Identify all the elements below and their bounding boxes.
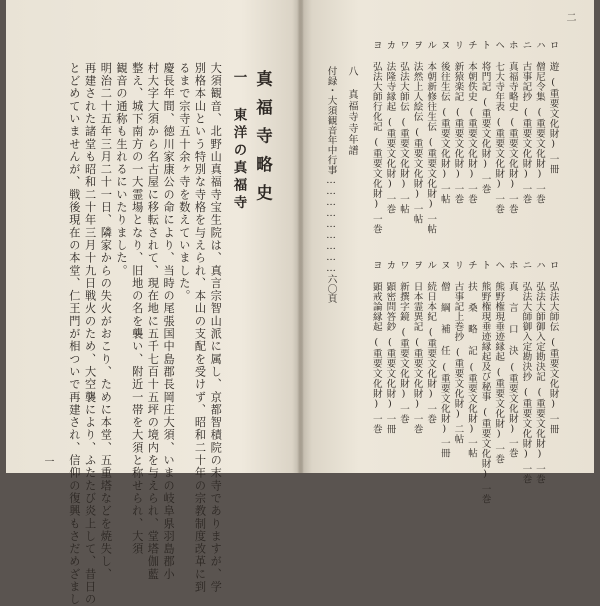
catalogue-entry bbox=[398, 40, 408, 214]
entry-title: ト 将門記 bbox=[479, 40, 491, 92]
catalogue-entry bbox=[534, 260, 544, 484]
entry-count: 一巻 bbox=[479, 174, 491, 195]
right-page bbox=[302, 0, 594, 505]
catalogue-entry bbox=[521, 260, 531, 484]
catalogue-entry bbox=[439, 40, 449, 204]
entry-title: ハ 弘法大師御入定勘決記 bbox=[533, 260, 545, 382]
body-line: 別格本山という特別な寺格を与えられ、本山の支配を受けず、昭和二十年の宗教制度改革に到 bbox=[193, 62, 207, 594]
entry-designation: (重要文化財) bbox=[411, 337, 423, 411]
entry-title: カ 法隆寺縁起 bbox=[384, 40, 396, 112]
entry-count: 一巻 bbox=[465, 184, 477, 205]
entry-designation: (重要文化財) bbox=[533, 387, 545, 461]
catalogue-entry bbox=[371, 260, 381, 434]
entry-designation: (重要文化財) bbox=[520, 387, 532, 461]
entry-designation: (重要文化財) bbox=[370, 137, 382, 211]
entry-count: 一巻 bbox=[397, 404, 409, 425]
catalogue-entry bbox=[480, 40, 490, 194]
entry-count: 一巻 bbox=[479, 484, 491, 505]
entry-title: ル 本朝新修往生伝 bbox=[425, 40, 437, 132]
entry-designation: (重要文化財) bbox=[547, 337, 559, 411]
entry-title: ヨ 顕戒論縁起 bbox=[370, 260, 382, 332]
entry-title: チ 扶 桑 略 記 bbox=[465, 260, 477, 356]
entry-title: リ 古事記上巻抄 bbox=[452, 260, 464, 342]
entry-count: 一冊 bbox=[438, 438, 450, 459]
entry-count: 一巻 bbox=[411, 414, 423, 435]
catalogue-entry bbox=[453, 260, 463, 444]
entry-count: 一巻 bbox=[533, 464, 545, 485]
toc-line: 付録・大須観音年中行事………………………六〇頁 bbox=[325, 66, 337, 304]
entry-title: ヨ 弘法大師行化記 bbox=[370, 40, 382, 132]
entry-count: 一巻 bbox=[533, 184, 545, 205]
toc-page: 六〇頁 bbox=[325, 273, 337, 304]
catalogue-entry bbox=[480, 260, 490, 504]
entry-count: 一巻 bbox=[425, 404, 437, 425]
entry-title: ト 熊野権現垂迹縁起及び秘事 bbox=[479, 260, 491, 402]
left-folio: 一 bbox=[42, 456, 53, 466]
entry-title: リ 新猿楽記 bbox=[452, 40, 464, 102]
catalogue-entry bbox=[466, 260, 476, 458]
entry-designation: (重要文化財) bbox=[506, 361, 518, 435]
toc-label: 付録・大須観音年中行事 bbox=[325, 66, 337, 175]
entry-designation: (重要文化財) bbox=[465, 107, 477, 181]
catalogue-entry bbox=[453, 40, 463, 204]
entry-title: ニ 弘法大師御入定勘決抄 bbox=[520, 260, 532, 382]
catalogue-entry bbox=[548, 40, 558, 174]
entry-count: 一帖 bbox=[397, 194, 409, 215]
entry-count: 一帖 bbox=[465, 438, 477, 459]
entry-designation: (重要文化財) bbox=[547, 77, 559, 151]
entry-count: 一帖 bbox=[411, 204, 423, 225]
catalogue-entry bbox=[439, 260, 449, 458]
catalogue-entry bbox=[398, 260, 408, 424]
body-line: 明治二十五年三月二十一日、隣家からの失火がおこり、ために本堂、五重塔などを焼失し、 bbox=[99, 62, 113, 581]
entry-count: 一巻 bbox=[370, 414, 382, 435]
entry-title: ワ 新撰字鏡 bbox=[397, 260, 409, 322]
catalogue-entry bbox=[466, 40, 476, 204]
entry-title: カ 顕密問答鈔 bbox=[384, 260, 396, 332]
entry-title: チ 本朝佚史 bbox=[465, 40, 477, 102]
entry-count: 一巻 bbox=[493, 194, 505, 215]
entry-designation: (重要文化財) bbox=[411, 127, 423, 201]
entry-designation: (重要文化財) bbox=[397, 117, 409, 191]
catalogue-entry bbox=[534, 40, 544, 204]
body-line: 慶長年間、徳川家康公の命により、当時の尾張国中島郡長岡庄大須、いまの岐阜県羽島郡小 bbox=[162, 62, 176, 581]
catalogue-entry bbox=[521, 40, 531, 204]
entry-title: ヌ 僧 綱 補 任 bbox=[438, 260, 450, 356]
entry-count: 一冊 bbox=[384, 414, 396, 435]
entry-title: ヘ 熊野権現垂迹縁起 bbox=[493, 260, 505, 362]
catalogue-entry bbox=[494, 40, 504, 214]
entry-count: 一冊 bbox=[547, 414, 559, 435]
entry-designation: (重要文化財) bbox=[397, 327, 409, 401]
entry-title: ニ 古事記抄 bbox=[520, 40, 532, 102]
body-line: 再建された諸堂も昭和二十年三月十九日戦火のため、大空襲により、ふたたび炎上して、昔日の bbox=[83, 62, 97, 606]
body-line: るまで宗寺五十余ヶ寺を数えていました。 bbox=[177, 62, 191, 303]
catalogue-entry bbox=[507, 40, 517, 214]
entry-designation: (重要文化財) bbox=[479, 97, 491, 171]
entry-title: ロ 弘法大師伝 bbox=[547, 260, 559, 332]
catalogue-entry bbox=[426, 40, 436, 234]
entry-count: 二帖 bbox=[452, 424, 464, 445]
catalogue-entry bbox=[371, 40, 381, 234]
catalogue-entry bbox=[507, 260, 517, 458]
body-line: 大須観音、北野山真福寺宝生院は、真言宗智山派に属し、京都智積院の末寺でありますが、学 bbox=[209, 62, 223, 594]
entry-designation: (重要文化財) bbox=[438, 361, 450, 435]
entry-title: ヘ 七大寺年表 bbox=[493, 40, 505, 112]
entry-title: ロ 遊 bbox=[547, 40, 559, 72]
section-head: 八 真福寺寺年譜 bbox=[346, 66, 357, 157]
entry-count: 一巻 bbox=[506, 438, 518, 459]
entry-designation: (重要文化財) bbox=[520, 107, 532, 181]
right-folio: 二 bbox=[564, 12, 575, 22]
entry-count: 一巻 bbox=[493, 444, 505, 465]
entry-designation: (重要文化財) bbox=[438, 107, 450, 181]
section-title: 一 東洋の真福寺 bbox=[230, 70, 247, 213]
entry-designation: (重要文化財) bbox=[425, 327, 437, 401]
entry-title: ヌ 後往生伝 bbox=[438, 40, 450, 102]
entry-designation: (重要文化財) bbox=[452, 347, 464, 421]
entry-count: 一巻 bbox=[506, 194, 518, 215]
entry-designation: (重要文化財) bbox=[452, 107, 464, 181]
body-line: 観音の通称も生れるにいたりました。 bbox=[115, 62, 128, 278]
catalogue-entry bbox=[412, 40, 422, 224]
entry-designation: (重要文化財) bbox=[533, 107, 545, 181]
entry-count: 一巻 bbox=[370, 214, 382, 235]
entry-title: ヲ 法然上人絵伝 bbox=[411, 40, 423, 122]
entry-designation: (重要文化財) bbox=[493, 367, 505, 441]
entry-designation: (重要文化財) bbox=[384, 337, 396, 411]
entry-title: ワ 弘法大師伝 bbox=[397, 40, 409, 112]
entry-title: ホ 真 言 口 決 bbox=[506, 260, 518, 356]
catalogue-entry bbox=[494, 260, 504, 464]
entry-count: 一冊 bbox=[547, 154, 559, 175]
entry-title: ル 続日本紀 bbox=[425, 260, 437, 322]
entry-count: 一巻 bbox=[520, 184, 532, 205]
catalogue-entry bbox=[426, 260, 436, 424]
entry-designation: (重要文化財) bbox=[493, 117, 505, 191]
catalogue-entry bbox=[385, 40, 395, 214]
entry-count: 一巻 bbox=[520, 464, 532, 485]
entry-title: ヲ 日本霊異記 bbox=[411, 260, 423, 332]
entry-title: ハ 僧尼令集 bbox=[533, 40, 545, 102]
left-page bbox=[6, 0, 299, 606]
open-book bbox=[6, 0, 594, 606]
entry-designation: (重要文化財) bbox=[370, 337, 382, 411]
entry-designation: (重要文化財) bbox=[384, 117, 396, 191]
catalogue-entry bbox=[412, 260, 422, 434]
page-title: 真福寺略史 bbox=[253, 70, 273, 213]
entry-title: ホ 真福寺略史 bbox=[506, 40, 518, 112]
catalogue-entry bbox=[548, 260, 558, 434]
entry-count: 一帖 bbox=[438, 184, 450, 205]
entry-designation: (重要文化財) bbox=[479, 407, 491, 481]
entry-count: 一巻 bbox=[384, 194, 396, 215]
entry-count: 一帖 bbox=[425, 214, 437, 235]
body-line: 村大字大須から名古屋に移転されて、現在地に五千七百十五坪の境内を与えられ、堂塔伽藍 bbox=[146, 62, 160, 581]
entry-designation: (重要文化財) bbox=[506, 117, 518, 191]
entry-count: 一巻 bbox=[452, 184, 464, 205]
body-line: 整え、城下南方の一大霊場となり、旧地の名を襲い、附近一帯を大須と称せられ、大須 bbox=[130, 62, 144, 556]
body-line: とどめていませんが、戦後現在の本堂、仁王門が相ついで再建され、信仰の復興もさだめざまし bbox=[67, 62, 81, 606]
catalogue-entry bbox=[385, 260, 395, 434]
entry-designation: (重要文化財) bbox=[465, 361, 477, 435]
entry-designation: (重要文化財) bbox=[425, 137, 437, 211]
